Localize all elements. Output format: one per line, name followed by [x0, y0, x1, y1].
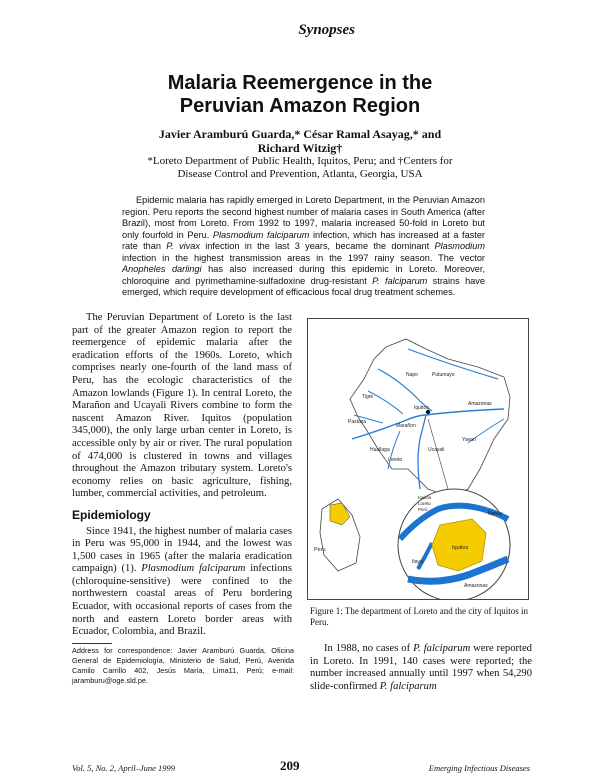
- river-tigre: [368, 391, 403, 414]
- paragraph-text: Since 1941, the highest number of malaria cases in Peru was 95,000 in 1944, and the lowest was 1,500 cases in 1965 (after the malaria eradication campaign) (1).: [72, 525, 292, 575]
- paragraph-text: infections (chloroquine-sensitive) were confined to the northwestern coastal areas of Peru bordering Ecuador, with occasional reports of cases from the north and eastern Loreto border areas with Ecuador, Colombia, and Brazil.: [72, 563, 292, 638]
- page-number: 209: [280, 758, 300, 773]
- detail-connector: [428, 419, 448, 489]
- label-pastaza: Pastaza: [348, 419, 367, 425]
- footnote-divider: [72, 643, 112, 644]
- river-ucayali: [418, 415, 426, 489]
- label-ucayali: Ucayali: [428, 447, 445, 453]
- abstract-text: strains have emerged, which require development of efficacious focal drug treatment schemes.: [122, 275, 485, 297]
- loreto-map-svg: [308, 319, 528, 599]
- section-label-text: Synopses: [298, 22, 355, 38]
- label-iquitos-small: Iquitos: [414, 405, 429, 411]
- label-tigre: Tigre: [362, 394, 374, 400]
- footer-volume: Vol. 5, No. 2, April–June 1999: [72, 763, 176, 773]
- intro-paragraph: The Peruvian Department of Loreto is the last part of the greater Amazon region to report the reemergence of epidemic malaria after the eradication efforts of the 1960s. Loreto, which comprises nearly one-fourth of the land mass of Peru, has the ecologic characteristics of the Amazon lowlands (Figure 1). In central Loreto, the Marañon and Ucayali Rivers combine to form the nascent Amazon River. Iquitos (population 345,000), the only large urban center in Loreto, is accessible only by air or river. The rural population of 474,000 is clustered in towns and villages throughout the Amazon tributary system. Loreto's economy relies on basic agriculture, fishing, lumber, commercial activities, and petroleum.: [72, 312, 292, 500]
- figure-1-map: [307, 318, 529, 600]
- peru-inset-loreto: [330, 503, 350, 525]
- label-yavari: Yavari: [462, 437, 476, 443]
- affiliation-line-1: *Loreto Department of Public Health, Iquitos, Peru; and †Centers for: [147, 155, 453, 167]
- loreto-outline: [350, 339, 510, 497]
- results-paragraph: [310, 643, 532, 693]
- epidemiology-paragraph: [72, 526, 292, 639]
- author-list: [0, 127, 600, 155]
- title-line-1: Malaria Reemergence in the: [167, 72, 433, 94]
- label-itaya: Itaya: [412, 559, 423, 565]
- abstract-text: infection in the highest transmission areas in the 1997 rainy season. The vector: [122, 252, 485, 263]
- paragraph-italic: P. falciparum: [379, 680, 437, 692]
- abstract-text: infection, which has increased at a faster rate than: [122, 229, 485, 251]
- abstract-text: Epidemic malaria has rapidly emerged in Loreto Department, in the Peruvian Amazon region. Peru reports the second highest number of malaria cases in South America (after Brazil), most from Loreto. From 1992 to 1997, malaria increased 50-fold in Loreto but only fourfold in Peru.: [122, 195, 485, 240]
- title-line-2: Peruvian Amazon Region: [179, 95, 421, 117]
- authors-line-1: Javier Aramburú Guarda,* César Ramal Asayag,* and: [158, 127, 442, 141]
- river-huallaga: [388, 431, 403, 469]
- paragraph-text: In 1988, no cases of: [324, 643, 414, 654]
- label-huallaga: Huallaga: [370, 447, 390, 453]
- abstract-text: infection in the last 3 years, became the dominant: [199, 241, 435, 251]
- label-inset-title-2: Loreto: [418, 501, 431, 506]
- article-title: [0, 72, 600, 118]
- river-amazonas: [426, 409, 504, 415]
- abstract-italic: P. falciparum: [372, 275, 428, 286]
- left-column: [72, 312, 292, 639]
- figure-caption: Figure 1: The department of Loreto and the city of Iquitos in Peru.: [310, 606, 529, 627]
- paragraph-italic: P. falciparum: [413, 643, 471, 654]
- abstract-italic: Plasmodium: [434, 241, 485, 251]
- authors-line-2: Richard Witzig†: [257, 141, 343, 155]
- label-maranon: Marañon: [396, 423, 416, 429]
- label-napo: Napo: [406, 372, 418, 378]
- heading-epidemiology: Epidemiology: [72, 507, 151, 522]
- label-amazonas-inset: Amazonas: [464, 583, 488, 589]
- correspondence-footnote: Address for correspondence: Javier Aramburú Guarda, Oficina General de Epidemiología, Ministerio de Salud, Perú, Avenida Camilo Carrillo 402, Jesús María, Lima11, Perú; e-mail: jaramburu@oge.sld.pe.: [72, 646, 294, 685]
- label-loreto: Loreto: [388, 457, 403, 463]
- label-inset-title-1: Iquitos: [418, 495, 432, 500]
- paragraph-italic: Plasmodium falciparum: [141, 563, 246, 575]
- right-column: [310, 643, 532, 693]
- affiliations: [0, 155, 600, 181]
- footer-journal: Emerging Infectious Diseases: [428, 763, 530, 773]
- label-peru: Peru: [314, 547, 326, 553]
- label-amazonas: Amazonas: [468, 401, 492, 407]
- abstract-italic: P. vivax: [166, 241, 200, 251]
- label-putumayo: Putumayo: [432, 372, 455, 378]
- abstract-italic: Plasmodium falciparum: [212, 229, 310, 240]
- paragraph-text: were reported in Loreto. In 1991, 140 cases were reported; the number increased annually until 1997 when 54,290 slide-confirmed: [310, 643, 532, 692]
- label-inset-title-3: Perú: [418, 507, 428, 512]
- abstract-italic: Anopheles darlingi: [122, 264, 202, 274]
- abstract: [122, 195, 485, 299]
- affiliation-line-2: Disease Control and Prevention, Atlanta, Georgia, USA: [177, 168, 423, 180]
- abstract-text: has also increased during this epidemic in Loreto. Moreover, chloroquine and pyrimethamine-sulfadoxine drug-resistant: [122, 264, 485, 286]
- label-iquitos-city: Iquitos: [452, 545, 469, 551]
- label-nanay: Nanay: [488, 511, 503, 517]
